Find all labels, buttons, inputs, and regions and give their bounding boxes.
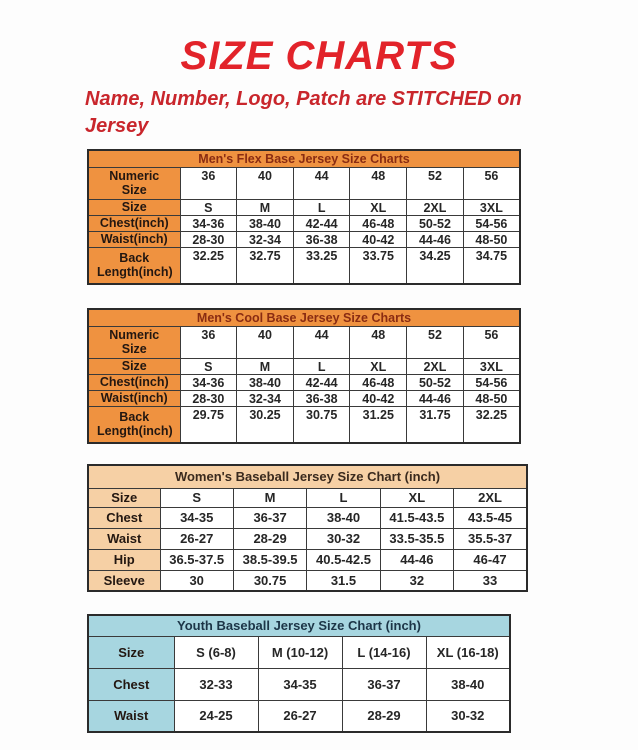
- row-label: Size: [88, 636, 174, 668]
- size-value: 2XL: [407, 199, 464, 215]
- size-value: 36-38: [293, 390, 350, 406]
- size-value: 56: [463, 326, 520, 358]
- youth-baseball-size-table: [87, 614, 511, 733]
- size-value: 40.5-42.5: [307, 549, 380, 570]
- size-value: 32.25: [463, 406, 520, 443]
- table-row: [88, 507, 527, 528]
- size-value: 31.25: [350, 406, 407, 443]
- row-label: Size: [88, 488, 160, 507]
- table-row: [88, 247, 520, 284]
- row-label: Numeric Size: [88, 326, 180, 358]
- size-value: 44: [293, 167, 350, 199]
- size-value: XL (16-18): [426, 636, 510, 668]
- size-value: 33.75: [350, 247, 407, 284]
- size-value: M: [237, 199, 294, 215]
- size-value: 54-56: [463, 215, 520, 231]
- row-label: Waist: [88, 700, 174, 732]
- size-value: 42-44: [293, 215, 350, 231]
- table-row: [88, 570, 527, 591]
- size-value: 32: [380, 570, 453, 591]
- size-value: 54-56: [463, 374, 520, 390]
- table-title: Women's Baseball Jersey Size Chart (inch): [88, 465, 527, 488]
- size-value: 44-46: [407, 390, 464, 406]
- size-value: 33.25: [293, 247, 350, 284]
- size-value: 36-38: [293, 231, 350, 247]
- size-value: 50-52: [407, 374, 464, 390]
- table-row: [88, 374, 520, 390]
- size-value: 30-32: [307, 528, 380, 549]
- size-value: 36: [180, 326, 237, 358]
- size-value: 38-40: [307, 507, 380, 528]
- size-value: 32-34: [237, 231, 294, 247]
- table-title-row: [88, 465, 527, 488]
- size-value: 50-52: [407, 215, 464, 231]
- page-subtitle: Name, Number, Logo, Patch are STITCHED on Jersey: [85, 88, 522, 137]
- size-value: 28-30: [180, 390, 237, 406]
- table-row: [88, 549, 527, 570]
- size-value: 46-48: [350, 374, 407, 390]
- size-value: XL: [350, 199, 407, 215]
- row-label: Chest(inch): [88, 374, 180, 390]
- size-value: S: [160, 488, 233, 507]
- size-value: M: [233, 488, 306, 507]
- table-title: Men's Cool Base Jersey Size Charts: [88, 309, 520, 326]
- row-label: Chest(inch): [88, 215, 180, 231]
- mens-cool-base-size-table: [87, 308, 521, 444]
- row-label: Chest: [88, 668, 174, 700]
- size-value: 3XL: [463, 358, 520, 374]
- row-label: Waist(inch): [88, 390, 180, 406]
- size-value: 32.75: [237, 247, 294, 284]
- size-value: 44: [293, 326, 350, 358]
- size-value: 36.5-37.5: [160, 549, 233, 570]
- size-value: 24-25: [174, 700, 258, 732]
- row-label: Back Length(inch): [88, 247, 180, 284]
- table-title: Men's Flex Base Jersey Size Charts: [88, 150, 520, 167]
- size-value: M: [237, 358, 294, 374]
- size-value: 40-42: [350, 390, 407, 406]
- size-value: 40-42: [350, 231, 407, 247]
- row-label: Size: [88, 358, 180, 374]
- size-value: S: [180, 199, 237, 215]
- size-value: XL: [380, 488, 453, 507]
- size-value: 28-29: [342, 700, 426, 732]
- size-value: 38-40: [237, 374, 294, 390]
- table-title-row: [88, 309, 520, 326]
- size-value: 52: [407, 326, 464, 358]
- size-value: 28-29: [233, 528, 306, 549]
- size-value: 40: [237, 167, 294, 199]
- size-value: 48-50: [463, 390, 520, 406]
- table-row: [88, 406, 520, 443]
- table-row: [88, 390, 520, 406]
- size-value: 34.75: [463, 247, 520, 284]
- size-value: 48: [350, 167, 407, 199]
- size-value: L (14-16): [342, 636, 426, 668]
- size-value: 26-27: [160, 528, 233, 549]
- size-value: 34-36: [180, 374, 237, 390]
- size-value: 31.75: [407, 406, 464, 443]
- size-value: 2XL: [454, 488, 527, 507]
- row-label: Numeric Size: [88, 167, 180, 199]
- size-value: 38-40: [237, 215, 294, 231]
- size-value: L: [293, 358, 350, 374]
- mens-flex-base-size-table: [87, 149, 521, 285]
- size-value: XL: [350, 358, 407, 374]
- table-row: [88, 167, 520, 199]
- row-label: Size: [88, 199, 180, 215]
- size-value: 2XL: [407, 358, 464, 374]
- size-value: 41.5-43.5: [380, 507, 453, 528]
- row-label: Waist: [88, 528, 160, 549]
- size-value: 46-48: [350, 215, 407, 231]
- size-value: 40: [237, 326, 294, 358]
- size-value: 36: [180, 167, 237, 199]
- table-row: [88, 668, 510, 700]
- row-label: Sleeve: [88, 570, 160, 591]
- womens-baseball-size-table: [87, 464, 528, 592]
- row-label: Hip: [88, 549, 160, 570]
- page-title: SIZE CHARTS: [180, 34, 458, 78]
- size-value: 31.5: [307, 570, 380, 591]
- size-value: 33.5-35.5: [380, 528, 453, 549]
- tables-container: [87, 149, 638, 733]
- size-value: 56: [463, 167, 520, 199]
- size-value: 38.5-39.5: [233, 549, 306, 570]
- table-row: [88, 326, 520, 358]
- table-row: [88, 488, 527, 507]
- size-value: 44-46: [380, 549, 453, 570]
- size-value: 30.75: [293, 406, 350, 443]
- size-value: 29.75: [180, 406, 237, 443]
- size-value: 38-40: [426, 668, 510, 700]
- size-value: L: [293, 199, 350, 215]
- size-value: S: [180, 358, 237, 374]
- size-value: 30: [160, 570, 233, 591]
- size-value: 30-32: [426, 700, 510, 732]
- size-value: 36-37: [233, 507, 306, 528]
- row-label: Waist(inch): [88, 231, 180, 247]
- size-value: M (10-12): [258, 636, 342, 668]
- size-value: 26-27: [258, 700, 342, 732]
- size-value: 34-36: [180, 215, 237, 231]
- size-value: S (6-8): [174, 636, 258, 668]
- size-value: 3XL: [463, 199, 520, 215]
- table-row: [88, 636, 510, 668]
- size-value: 35.5-37: [454, 528, 527, 549]
- size-value: 34-35: [160, 507, 233, 528]
- size-value: 43.5-45: [454, 507, 527, 528]
- row-label: Back Length(inch): [88, 406, 180, 443]
- size-value: 28-30: [180, 231, 237, 247]
- table-title-row: [88, 615, 510, 636]
- size-value: 48-50: [463, 231, 520, 247]
- table-row: [88, 215, 520, 231]
- size-value: 34.25: [407, 247, 464, 284]
- size-value: 42-44: [293, 374, 350, 390]
- size-value: L: [307, 488, 380, 507]
- table-row: [88, 528, 527, 549]
- table-row: [88, 700, 510, 732]
- size-value: 33: [454, 570, 527, 591]
- row-label: Chest: [88, 507, 160, 528]
- size-value: 32.25: [180, 247, 237, 284]
- size-value: 30.75: [233, 570, 306, 591]
- size-value: 44-46: [407, 231, 464, 247]
- size-value: 32-33: [174, 668, 258, 700]
- table-row: [88, 231, 520, 247]
- size-value: 46-47: [454, 549, 527, 570]
- size-value: 34-35: [258, 668, 342, 700]
- size-value: 36-37: [342, 668, 426, 700]
- size-value: 48: [350, 326, 407, 358]
- table-title: Youth Baseball Jersey Size Chart (inch): [88, 615, 510, 636]
- size-value: 32-34: [237, 390, 294, 406]
- table-row: [88, 358, 520, 374]
- size-value: 30.25: [237, 406, 294, 443]
- table-row: [88, 199, 520, 215]
- size-value: 52: [407, 167, 464, 199]
- table-title-row: [88, 150, 520, 167]
